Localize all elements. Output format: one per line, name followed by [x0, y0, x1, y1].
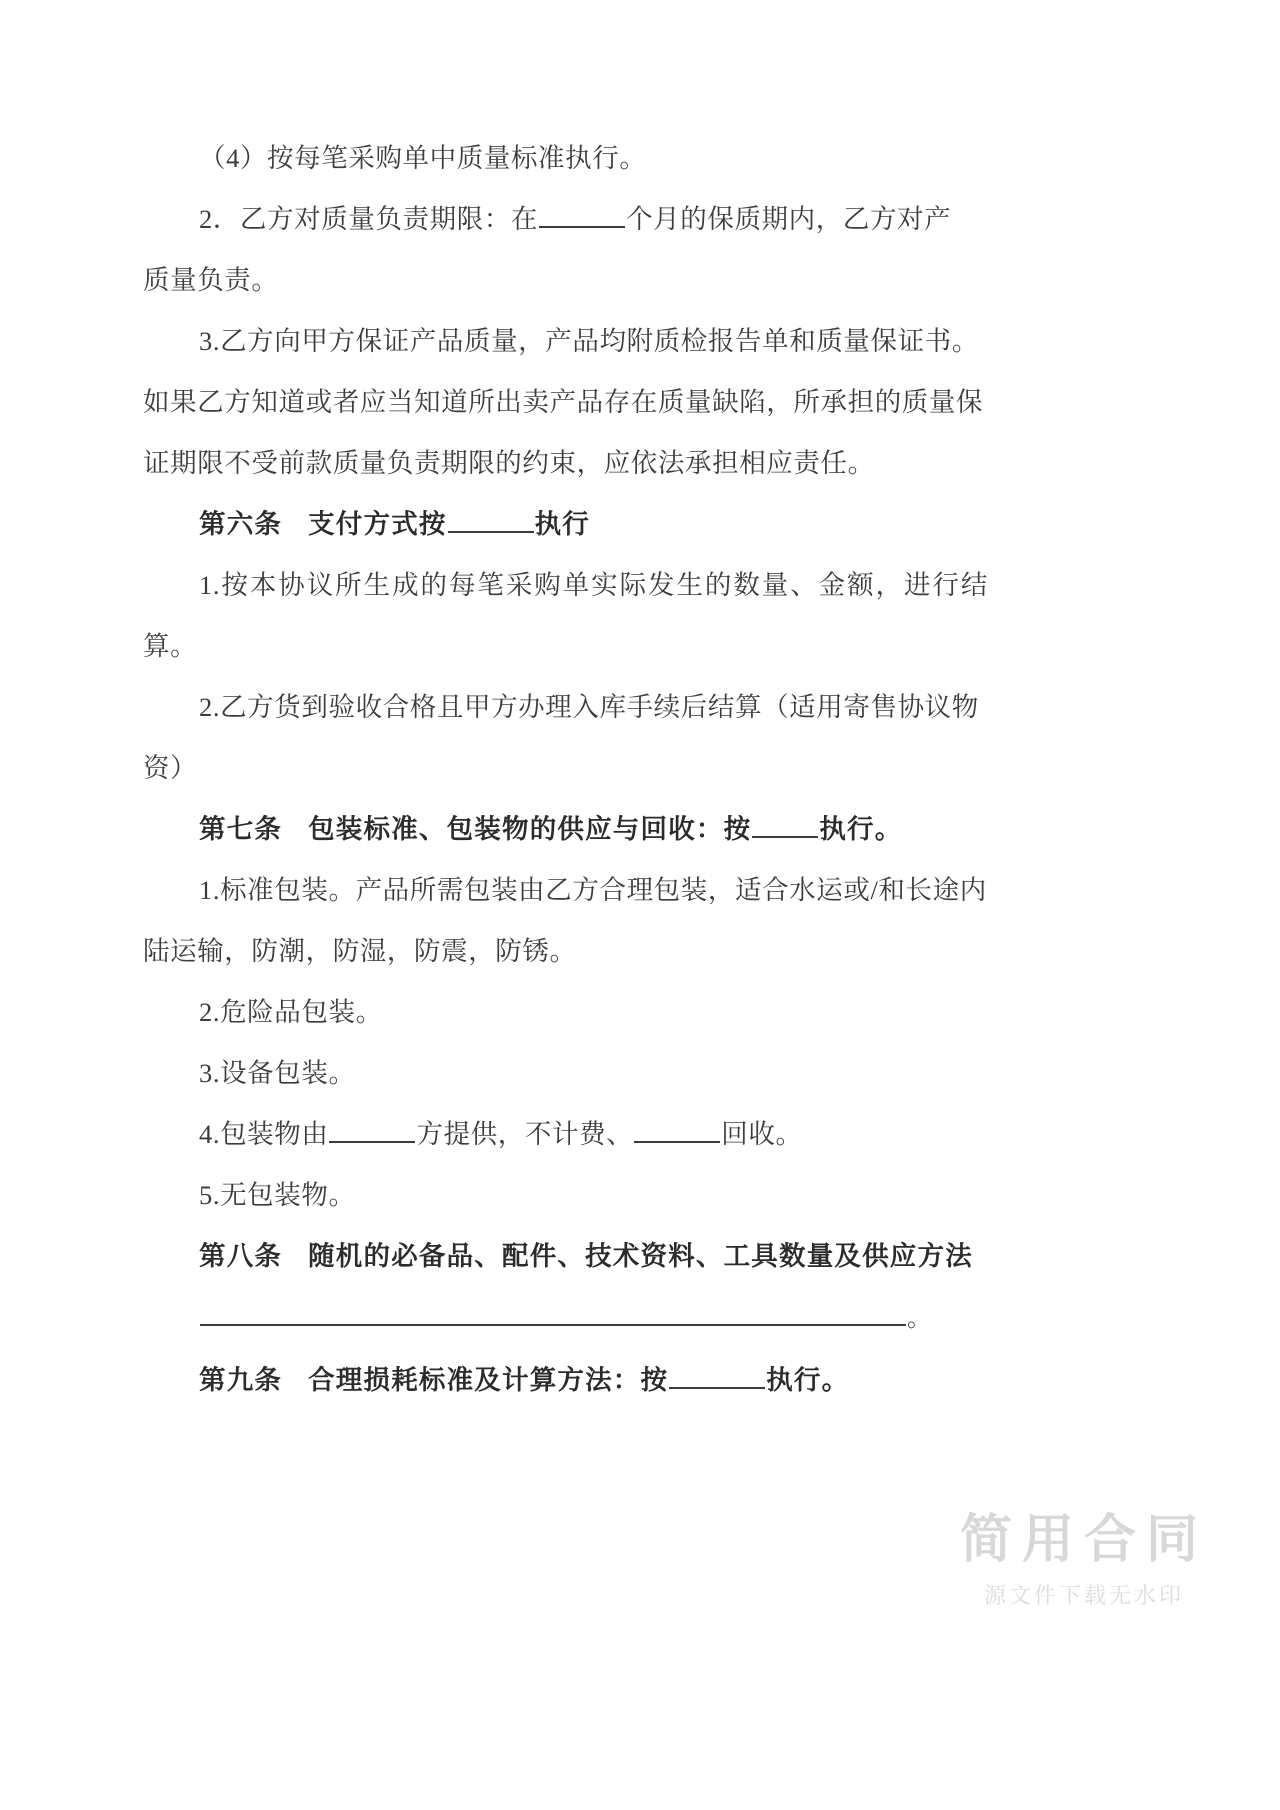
paragraph-text: 5.无包装物。	[199, 1180, 356, 1210]
paragraph-quality-item2-cont	[143, 250, 988, 311]
paragraph-text-part-a: 2．乙方对质量负责期限：在	[199, 204, 539, 234]
heading-article-nine	[143, 1350, 988, 1411]
article-eight-blank-row	[143, 1287, 988, 1350]
paragraph-article-seven-item1-line1	[143, 860, 988, 921]
blank-packaging-standard[interactable]	[752, 808, 818, 838]
paragraph-text: 如果乙方知道或者应当知道所出卖产品存在质量缺陷，所承担的质量保	[143, 387, 984, 417]
paragraph-article-seven-item3	[143, 1043, 988, 1104]
paragraph-article-seven-item2	[143, 982, 988, 1043]
paragraph-quality-item3-line2	[143, 372, 988, 433]
paragraph-article-six-item1	[143, 555, 988, 677]
article-eight-title: 随机的必备品、配件、技术资料、工具数量及供应方法	[308, 1241, 973, 1271]
blank-article-eight-supply-method[interactable]	[200, 1296, 906, 1326]
paragraph-text: （4）按每笔采购单中质量标准执行。	[199, 143, 647, 173]
watermark	[960, 1512, 1208, 1610]
document-content	[143, 128, 988, 1411]
article-eight-blank-tail: 。	[907, 1306, 931, 1332]
blank-packaging-provider[interactable]	[329, 1113, 415, 1143]
paragraph-quality-item3-line1	[143, 311, 988, 372]
paragraph-text: 陆运输，防潮，防湿，防震，防锈。	[143, 936, 577, 966]
blank-packaging-recycler[interactable]	[634, 1113, 720, 1143]
heading-article-six	[143, 494, 988, 555]
article-seven-label: 第七条	[199, 814, 283, 844]
paragraph-text-part-c: 回收。	[721, 1119, 803, 1149]
article-nine-title-a: 合理损耗标准及计算方法：按	[308, 1365, 669, 1395]
article-six-title-b: 执行	[534, 509, 591, 539]
paragraph-text: 1.标准包装。产品所需包装由乙方合理包装，适合水运或/和长途内	[199, 875, 987, 905]
blank-payment-method[interactable]	[448, 503, 534, 533]
article-eight-label: 第八条	[199, 1241, 283, 1271]
blank-loss-standard[interactable]	[669, 1359, 765, 1389]
paragraph-article-seven-item1-line2	[143, 921, 988, 982]
paragraph-text: 2.乙方货到验收合格且甲方办理入库手续后结算（适用寄售协议物	[199, 692, 979, 722]
article-six-title-a: 支付方式按	[308, 509, 447, 539]
paragraph-quality-item3-line3	[143, 433, 988, 494]
paragraph-text: 3.设备包装。	[199, 1058, 356, 1088]
paragraph-text: 资）	[143, 753, 198, 783]
heading-article-seven	[143, 799, 988, 860]
paragraph-text: 1.按本协议所生成的每笔采购单实际发生的数量、金额，进行结算。	[143, 570, 988, 661]
paragraph-text: 3.乙方向甲方保证产品质量，产品均附质检报告单和质量保证书。	[199, 326, 979, 356]
article-nine-title-b: 执行。	[766, 1365, 850, 1395]
paragraph-text: 证期限不受前款质量负责期限的约束，应依法承担相应责任。	[143, 448, 875, 478]
paragraph-article-six-item2-line2	[143, 738, 988, 799]
article-seven-title-b: 执行。	[819, 814, 903, 844]
paragraph-text-part-b: 方提供，不计费、	[416, 1119, 634, 1149]
paragraph-text-part-b: 个月的保质期内，乙方对产	[626, 204, 952, 234]
paragraph-article-six-item2-line1	[143, 677, 988, 738]
heading-article-eight	[143, 1226, 988, 1287]
paragraph-text: 质量负责。	[143, 265, 279, 295]
watermark-title: 简用合同	[959, 1510, 1208, 1569]
article-six-label: 第六条	[199, 509, 283, 539]
paragraph-text-part-a: 4.包装物由	[199, 1119, 329, 1149]
paragraph-text: 2.危险品包装。	[199, 997, 383, 1027]
paragraph-article-seven-item5	[143, 1165, 988, 1226]
article-nine-label: 第九条	[199, 1365, 283, 1395]
paragraph-quality-item4	[143, 128, 988, 189]
blank-warranty-months[interactable]	[539, 198, 625, 228]
watermark-subtitle: 源文件下载无水印	[983, 1583, 1184, 1608]
paragraph-article-seven-item4	[143, 1104, 988, 1165]
paragraph-quality-item2	[143, 189, 988, 250]
article-seven-title-a: 包装标准、包装物的供应与回收：按	[308, 814, 752, 844]
